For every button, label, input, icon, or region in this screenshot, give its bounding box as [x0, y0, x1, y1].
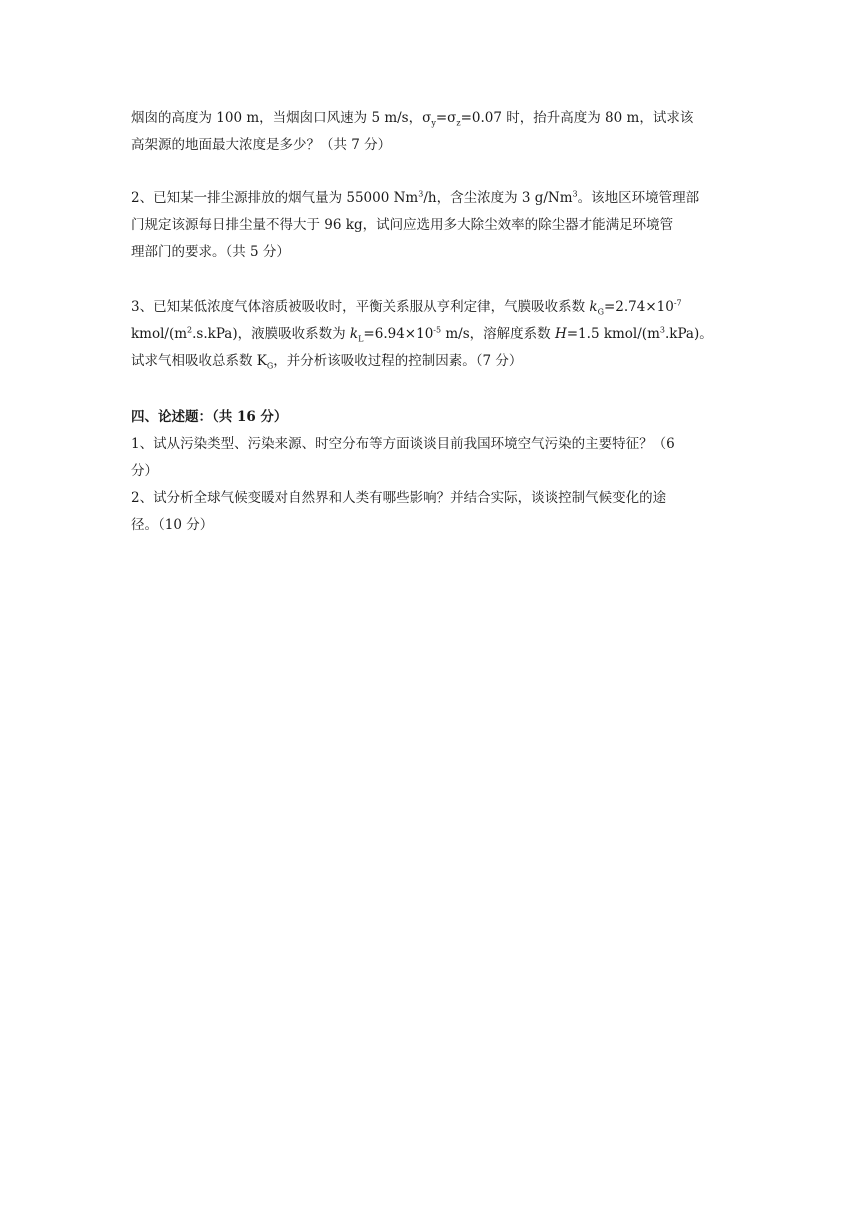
subscript-z: z: [456, 118, 461, 128]
superscript: 3: [572, 189, 578, 199]
text: /h，含尘浓度为 3 g/Nm: [423, 190, 573, 206]
essay-2-line-2: 径。（10 分）: [131, 517, 214, 533]
problem-3-line-2: [131, 322, 741, 346]
subscript-g: G: [597, 307, 604, 317]
exponent: -7: [673, 298, 682, 308]
text: m/s，溶解度系数: [441, 326, 555, 342]
problem-1-line-1: [131, 106, 741, 130]
text: 2、已知某一排尘源排放的烟气量为 55000 Nm: [131, 190, 419, 206]
text: 3、已知某低浓度气体溶质被吸收时，平衡关系服从亨利定律，气膜吸收系数: [131, 299, 590, 315]
problem-2-line-2: 门规定该源每日排尘量不得大于 96 kg，试问应选用多大除尘效率的除尘器才能满足环境管: [131, 217, 674, 233]
problem-2-line-3: 理部门的要求。（共 5 分）: [131, 244, 290, 260]
essay-2-line-1: 2、试分析全球气候变暖对自然界和人类有哪些影响？并结合实际，谈谈控制气候变化的途: [131, 490, 667, 506]
text: 试求气相吸收总系数 K: [131, 353, 267, 369]
symbol-h: H: [554, 326, 567, 342]
text: =6.94×10: [363, 326, 434, 342]
section-4-heading: 四、论述题：（共 16 分）: [131, 409, 288, 425]
text: .s.kPa)，液膜吸收系数为: [192, 326, 350, 342]
text: =1.5 kmol/(m: [566, 326, 660, 342]
essay-1-line-2: 分）: [131, 463, 158, 479]
text: kmol/(m: [131, 326, 188, 342]
symbol-k: k: [349, 326, 359, 342]
text: .kPa)。: [664, 326, 713, 342]
problem-3-line-3: [131, 349, 741, 373]
text: =σ: [435, 110, 457, 126]
subscript-g: G: [266, 361, 274, 371]
text: 。该地区环境管理部: [577, 190, 700, 206]
subscript-y: y: [431, 118, 436, 128]
subscript-l: L: [358, 334, 364, 344]
symbol-k: k: [589, 299, 598, 315]
problem-3-line-1: [131, 295, 741, 319]
superscript: 2: [187, 325, 193, 335]
exponent: -5: [433, 325, 442, 335]
text: =0.07 时，抬升高度为 80 m，试求该: [460, 110, 694, 126]
superscript: 3: [418, 189, 424, 199]
problem-2-line-1: [131, 186, 741, 210]
essay-1-line-1: 1、试从污染类型、污染来源、时空分布等方面谈谈目前我国环境空气污染的主要特征？（6: [131, 436, 675, 452]
superscript: 3: [659, 325, 665, 335]
text: 烟囱的高度为 100 m，当烟囱口风速为 5 m/s，σ: [131, 110, 432, 126]
text: ，并分析该吸收过程的控制因素。（7 分）: [273, 353, 523, 369]
problem-1-line-2: 高架源的地面最大浓度是多少？（共 7 分）: [131, 137, 392, 153]
text: =2.74×10: [603, 299, 674, 315]
